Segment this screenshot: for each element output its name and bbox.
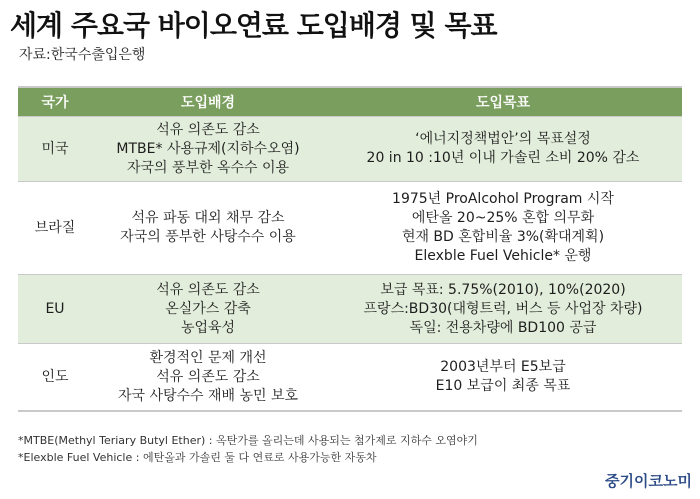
header-goals: 도입목표: [475, 95, 531, 111]
header-country: 국가: [41, 95, 69, 111]
background-line: 자국의 풍부한 옥수수 이용: [126, 159, 290, 176]
background-line: 석유 의존도 감소: [156, 281, 260, 298]
footnote: *Elexble Fuel Vehicle : 에탄올과 가솔린 둘 다 연료로 사용가능한 자동차: [18, 451, 377, 464]
background-cell: [92, 117, 324, 181]
table-row: [18, 274, 682, 343]
country-cell: EU: [45, 300, 65, 317]
goals-cell: [324, 182, 682, 274]
goal-line: 프랑스:BD30(대형트럭, 버스 등 사업장 차량): [363, 300, 643, 317]
publisher-logo: 중기이코노미: [605, 472, 692, 490]
table-header: [18, 88, 682, 116]
goals-cell: [324, 275, 682, 343]
goal-line: 20 in 10 :10년 이내 가솔린 소비 20% 감소: [366, 150, 640, 166]
country-cell: 브라질: [34, 219, 76, 236]
background-line: MTBE* 사용규제(지하수오염): [116, 140, 300, 157]
footnotes: [18, 432, 478, 466]
goal-line: 1975년 ProAlcohol Program 시작: [392, 191, 614, 207]
background-line: 자국 사탕수수 재배 농민 보호: [117, 387, 299, 404]
goals-cell: [324, 117, 682, 181]
background-line: 석유 의존도 감소: [156, 121, 260, 138]
goal-line: 보급 목표: 5.75%(2010), 10%(2020): [380, 281, 626, 298]
goal-line: ‘에너지정책법안’의 목표설정: [415, 131, 591, 147]
comparison-table: [18, 86, 682, 412]
goal-line: 2003년부터 E5보급: [440, 359, 566, 375]
goal-line: 독일: 전용차량에 BD100 공급: [409, 319, 597, 336]
header-background: 도입배경: [180, 95, 236, 111]
table-row: [18, 343, 682, 410]
background-line: 농업육성: [180, 319, 236, 336]
footnote: *MTBE(Methyl Teriary Butyl Ether) : 옥탄가를 올리는데 사용되는 첨가제로 지하수 오염야기: [18, 434, 478, 447]
goals-cell: [324, 344, 682, 410]
country-cell: 인도: [41, 368, 69, 385]
table-row: [18, 116, 682, 181]
background-cell: [92, 344, 324, 410]
background-line: 석유 의존도 감소: [156, 368, 260, 385]
background-cell: [92, 182, 324, 274]
background-line: 온실가스 감축: [165, 300, 251, 317]
background-cell: [92, 275, 324, 343]
page-title: 세계 주요국 바이오연료 도입배경 및 목표: [10, 9, 497, 42]
background-line: 석유 파동 대외 채무 감소: [131, 210, 285, 226]
source-label: 자료:한국수출입은행: [19, 47, 146, 63]
goal-line: Elexble Fuel Vehicle* 운행: [414, 248, 592, 264]
country-cell: 미국: [41, 140, 69, 157]
table-row: [18, 181, 682, 274]
background-line: 환경적인 문제 개선: [149, 349, 267, 366]
goal-line: 에탄올 20~25% 혼합 의무화: [411, 210, 595, 226]
background-line: 자국의 풍부한 사탕수수 이용: [120, 229, 296, 245]
goal-line: 현재 BD 혼합비율 3%(확대계획): [401, 229, 605, 245]
goal-line: E10 보급이 최종 목표: [435, 378, 571, 394]
